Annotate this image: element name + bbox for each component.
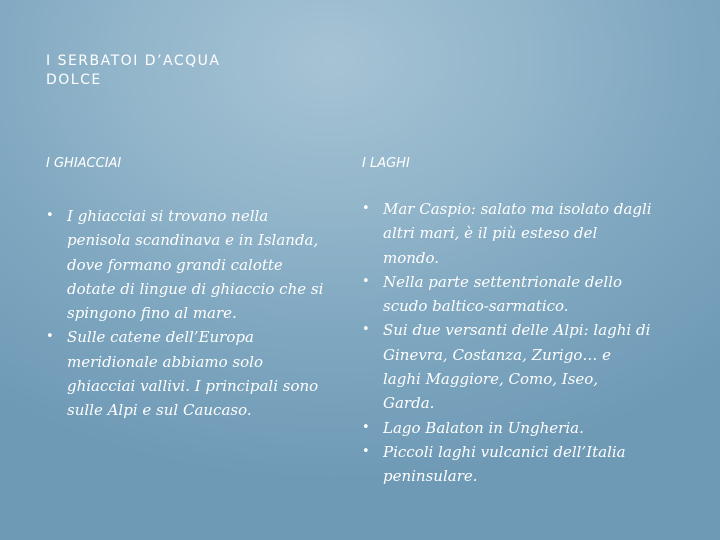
bullet-text: Sulle catene dell’Europa meridionale abbiamo solo ghiacciai vallivi. I principali sono sulle Alpi e sul Caucaso. bbox=[67, 328, 319, 420]
glaciers-heading: I GHIACCIAI bbox=[46, 156, 122, 171]
bullet-dot-icon: • bbox=[362, 322, 370, 338]
bullet-item bbox=[46, 204, 331, 325]
bullet-text: Nella parte settentrionale dello scudo baltico-sarmatico. bbox=[383, 272, 623, 316]
bullet-dot-icon: • bbox=[362, 419, 370, 435]
bullet-text: Mar Caspio: salato ma isolato dagli altri mari, è il più esteso del mondo. bbox=[383, 200, 652, 267]
slide-title: I SERBATOI D’ACQUA DOLCE bbox=[46, 53, 221, 88]
bullet-item bbox=[362, 197, 652, 270]
lakes-bullet-list bbox=[362, 197, 652, 489]
glaciers-bullet-list bbox=[46, 204, 331, 423]
bullet-dot-icon: • bbox=[362, 443, 370, 459]
bullet-text: Sui due versanti delle Alpi: laghi di Ginevra, Costanza, Zurigo… e laghi Maggiore, Como, Iseo, Garda. bbox=[383, 321, 651, 413]
bullet-item bbox=[362, 416, 652, 440]
bullet-text: I ghiacciai si trovano nella penisola scandinava e in Islanda, dove formano grandi calotte dotate di lingue di ghiaccio che si spingono fino al mare. bbox=[67, 207, 324, 323]
bullet-item bbox=[46, 325, 331, 422]
bullet-text: Piccoli laghi vulcanici dell’Italia peninsulare. bbox=[383, 442, 626, 486]
bullet-dot-icon: • bbox=[46, 329, 54, 345]
bullet-dot-icon: • bbox=[46, 208, 54, 223]
bullet-item bbox=[362, 440, 652, 489]
bullet-dot-icon: • bbox=[362, 201, 370, 216]
bullet-item bbox=[362, 270, 652, 319]
bullet-item bbox=[362, 318, 652, 415]
bullet-dot-icon: • bbox=[362, 273, 370, 289]
lakes-heading: I LAGHI bbox=[362, 156, 410, 171]
glaciers-column bbox=[46, 155, 331, 423]
bullet-text: Lago Balaton in Ungheria. bbox=[383, 418, 584, 437]
lakes-column bbox=[362, 155, 652, 489]
